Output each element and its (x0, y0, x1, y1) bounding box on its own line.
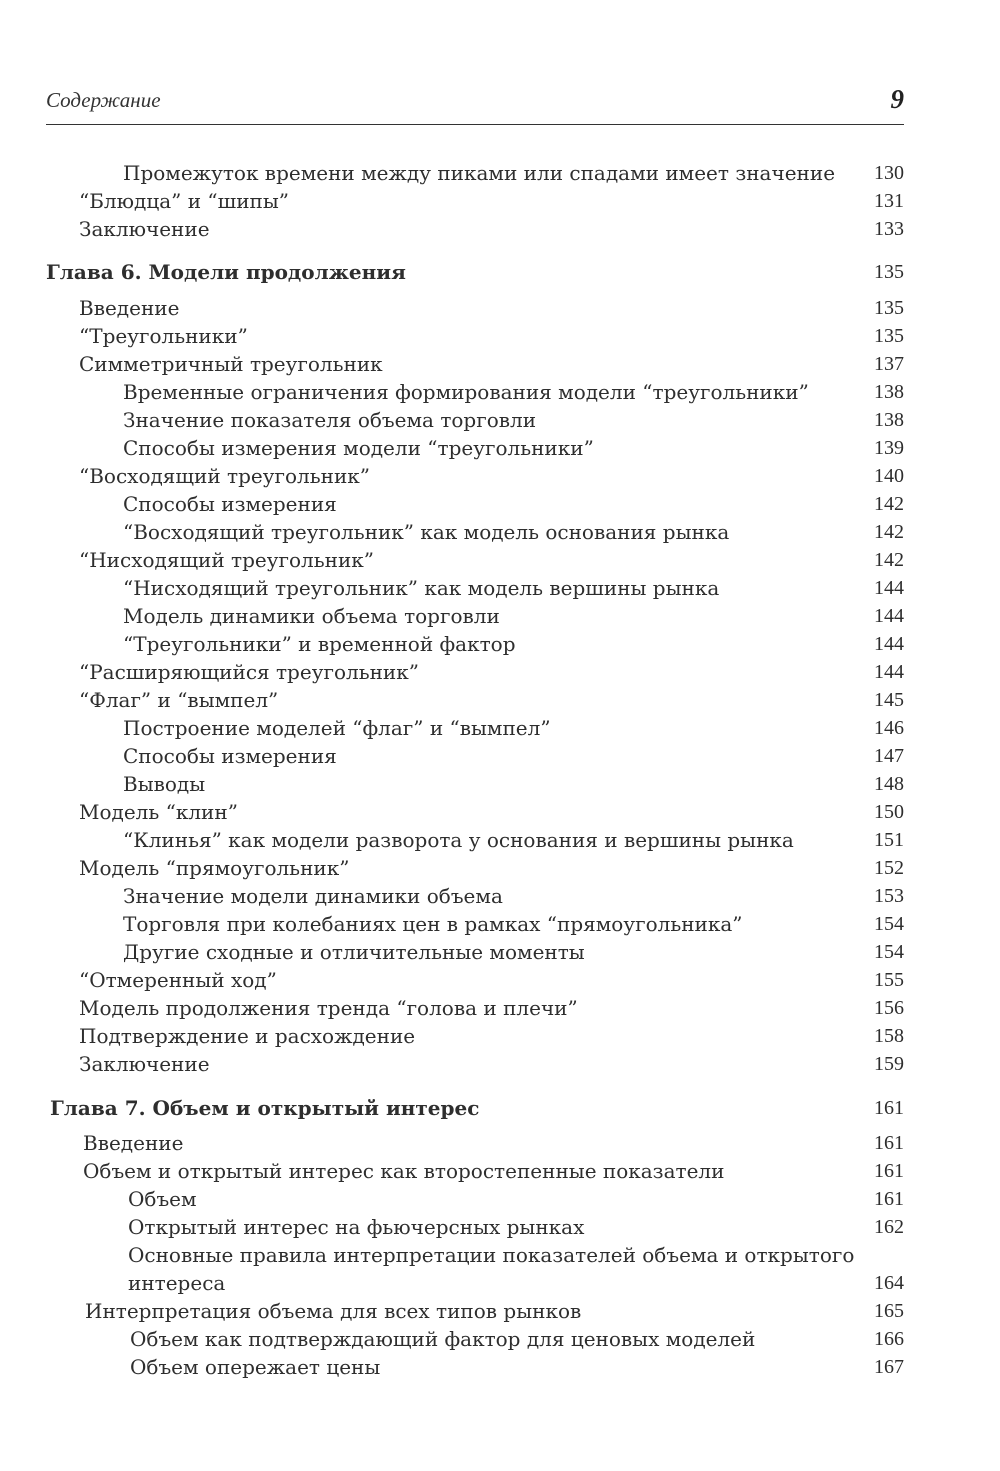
toc-entry-page: 138 (874, 381, 904, 403)
toc-entry-page: 148 (874, 773, 904, 795)
header-title: Содержание (46, 88, 161, 112)
toc-entry-page: 161 (874, 1132, 904, 1154)
toc-entry-title: “Отмеренный ход” (79, 968, 277, 992)
toc-entry-page: 142 (874, 549, 904, 571)
toc-entry (0, 187, 1000, 215)
toc-entry (0, 994, 1000, 1022)
toc-entry (0, 322, 1000, 350)
toc-entry-continuation (0, 1269, 1000, 1297)
toc-entry-title: “Треугольники” (79, 324, 248, 348)
toc-entry (0, 854, 1000, 882)
toc-entry-page: 139 (874, 437, 904, 459)
toc-entry (0, 686, 1000, 714)
toc-entry-title: Способы измерения модели “треугольники” (123, 436, 594, 460)
toc-entry (0, 1353, 1000, 1381)
toc-entry-title: Объем и открытый интерес как второстепенные показатели (83, 1159, 725, 1183)
toc-entry-page: 161 (874, 1188, 904, 1210)
toc-entry (0, 910, 1000, 938)
toc-entry-page: 152 (874, 857, 904, 879)
toc-entry-page: 138 (874, 409, 904, 431)
toc-entry-page: 144 (874, 661, 904, 683)
toc-entry-page: 158 (874, 1025, 904, 1047)
toc-entry-title: Введение (83, 1131, 184, 1155)
toc-entry-page: 156 (874, 997, 904, 1019)
toc-entry-title: “Восходящий треугольник” (79, 464, 370, 488)
toc-entry-title: Объем (128, 1187, 197, 1211)
toc-entry (0, 1213, 1000, 1241)
toc-entry (0, 1325, 1000, 1353)
toc-entry-title: Построение моделей “флаг” и “вымпел” (123, 716, 551, 740)
toc-entry-page: 161 (874, 1160, 904, 1182)
toc-entry-page: 164 (874, 1272, 904, 1294)
toc-entry (0, 1297, 1000, 1325)
toc-entry (0, 658, 1000, 686)
toc-entry-title: Подтверждение и расхождение (79, 1024, 416, 1048)
toc-entry-title: Временные ограничения формирования модели “треугольники” (123, 380, 809, 404)
toc-chapter (0, 258, 1000, 286)
toc-entry (0, 770, 1000, 798)
running-header (46, 86, 904, 125)
toc-entry-title: Промежуток времени между пиками или спадами имеет значение (123, 161, 836, 185)
toc-entry-page: 144 (874, 633, 904, 655)
toc-entry-page: 155 (874, 969, 904, 991)
toc-entry (0, 714, 1000, 742)
toc-entry-page: 131 (874, 190, 904, 212)
toc-entry-page: 142 (874, 521, 904, 543)
toc-entry-title: “Треугольники” и временной фактор (123, 632, 516, 656)
toc-entry-title: “Блюдца” и “шипы” (79, 189, 290, 213)
toc-entry (0, 434, 1000, 462)
toc-entry-title: Модель продолжения тренда “голова и плечи” (79, 996, 578, 1020)
toc-entry-page: 135 (874, 325, 904, 347)
toc-entry (0, 966, 1000, 994)
toc-entry-page: 145 (874, 689, 904, 711)
toc-chapter-title: Глава 7. Объем и открытый интерес (50, 1096, 480, 1120)
toc-chapter (0, 1094, 1000, 1122)
toc-entry-page: 137 (874, 353, 904, 375)
toc-entry (0, 518, 1000, 546)
toc-entry-title: Значение показателя объема торговли (123, 408, 537, 432)
toc-entry-title: “Расширяющийся треугольник” (79, 660, 419, 684)
toc-entry (0, 159, 1000, 187)
toc-entry-page: 144 (874, 577, 904, 599)
toc-entry-page: 135 (874, 297, 904, 319)
toc-entry-title: Модель динамики объема торговли (123, 604, 500, 628)
toc-entry-title: Основные правила интерпретации показателей объема и открытого (128, 1243, 855, 1267)
toc-entry-title: интереса (128, 1271, 226, 1295)
toc-entry-title: Введение (79, 296, 180, 320)
toc-entry-title: Модель “прямоугольник” (79, 856, 350, 880)
toc-entry (0, 1241, 1000, 1269)
toc-entry-title: Открытый интерес на фьючерсных рынках (128, 1215, 585, 1239)
toc-entry (0, 882, 1000, 910)
toc-entry-title: Способы измерения (123, 492, 337, 516)
toc-entry (0, 406, 1000, 434)
toc-entry-title: Способы измерения (123, 744, 337, 768)
toc-entry-title: Интерпретация объема для всех типов рынков (85, 1299, 582, 1323)
toc-entry-title: “Флаг” и “вымпел” (79, 688, 279, 712)
toc-entry (0, 215, 1000, 243)
toc-entry (0, 742, 1000, 770)
toc-entry (0, 630, 1000, 658)
toc-entry-page: 153 (874, 885, 904, 907)
toc-entry-title: Симметричный треугольник (79, 352, 383, 376)
toc-entry-page: 161 (874, 1097, 904, 1119)
toc-entry (0, 1022, 1000, 1050)
toc-entry-page: 133 (874, 218, 904, 240)
toc-entry-page: 154 (874, 941, 904, 963)
toc-entry-title: “Нисходящий треугольник” (79, 548, 375, 572)
toc-entry (0, 938, 1000, 966)
toc-entry-page: 167 (874, 1356, 904, 1378)
toc-entry-title: Модель “клин” (79, 800, 238, 824)
toc-entry-page: 165 (874, 1300, 904, 1322)
toc-entry (0, 574, 1000, 602)
toc-entry-page: 150 (874, 801, 904, 823)
toc-entry (0, 378, 1000, 406)
toc-entry-page: 159 (874, 1053, 904, 1075)
toc-entry-title: Выводы (123, 772, 206, 796)
toc-entry-title: Объем как подтверждающий фактор для ценовых моделей (130, 1327, 756, 1351)
toc-entry (0, 798, 1000, 826)
toc-entry-title: “Клинья” как модели разворота у основания и вершины рынка (123, 828, 794, 852)
toc-entry (0, 602, 1000, 630)
toc-entry-page: 142 (874, 493, 904, 515)
toc-chapter-title: Глава 6. Модели продолжения (46, 260, 406, 284)
toc-entry (0, 490, 1000, 518)
toc-entry-page: 147 (874, 745, 904, 767)
toc-entry (0, 1157, 1000, 1185)
toc-entry-page: 151 (874, 829, 904, 851)
toc-entry (0, 826, 1000, 854)
toc-entry-page: 162 (874, 1216, 904, 1238)
toc-entry-title: “Восходящий треугольник” как модель основания рынка (123, 520, 730, 544)
toc-entry-page: 146 (874, 717, 904, 739)
toc-entry-title: Объем опережает цены (130, 1355, 381, 1379)
toc-entry (0, 1050, 1000, 1078)
toc-entry (0, 294, 1000, 322)
toc-entry (0, 462, 1000, 490)
toc-entry-page: 140 (874, 465, 904, 487)
toc-entry-title: “Нисходящий треугольник” как модель вершины рынка (123, 576, 720, 600)
toc-entry-page: 144 (874, 605, 904, 627)
toc-entry-page: 130 (874, 162, 904, 184)
toc-entry-title: Значение модели динамики объема (123, 884, 503, 908)
toc-entry-page: 166 (874, 1328, 904, 1350)
toc-entry-title: Торговля при колебаниях цен в рамках “прямоугольника” (123, 912, 743, 936)
toc-entry-title: Другие сходные и отличительные моменты (123, 940, 585, 964)
toc-entry-title: Заключение (79, 217, 210, 241)
toc-entry (0, 1185, 1000, 1213)
toc-entry (0, 1129, 1000, 1157)
toc-entry-page: 135 (874, 261, 904, 283)
header-page-number: 9 (890, 84, 904, 114)
toc-entry-page: 154 (874, 913, 904, 935)
toc-entry (0, 350, 1000, 378)
toc-entry (0, 546, 1000, 574)
toc-entry-title: Заключение (79, 1052, 210, 1076)
